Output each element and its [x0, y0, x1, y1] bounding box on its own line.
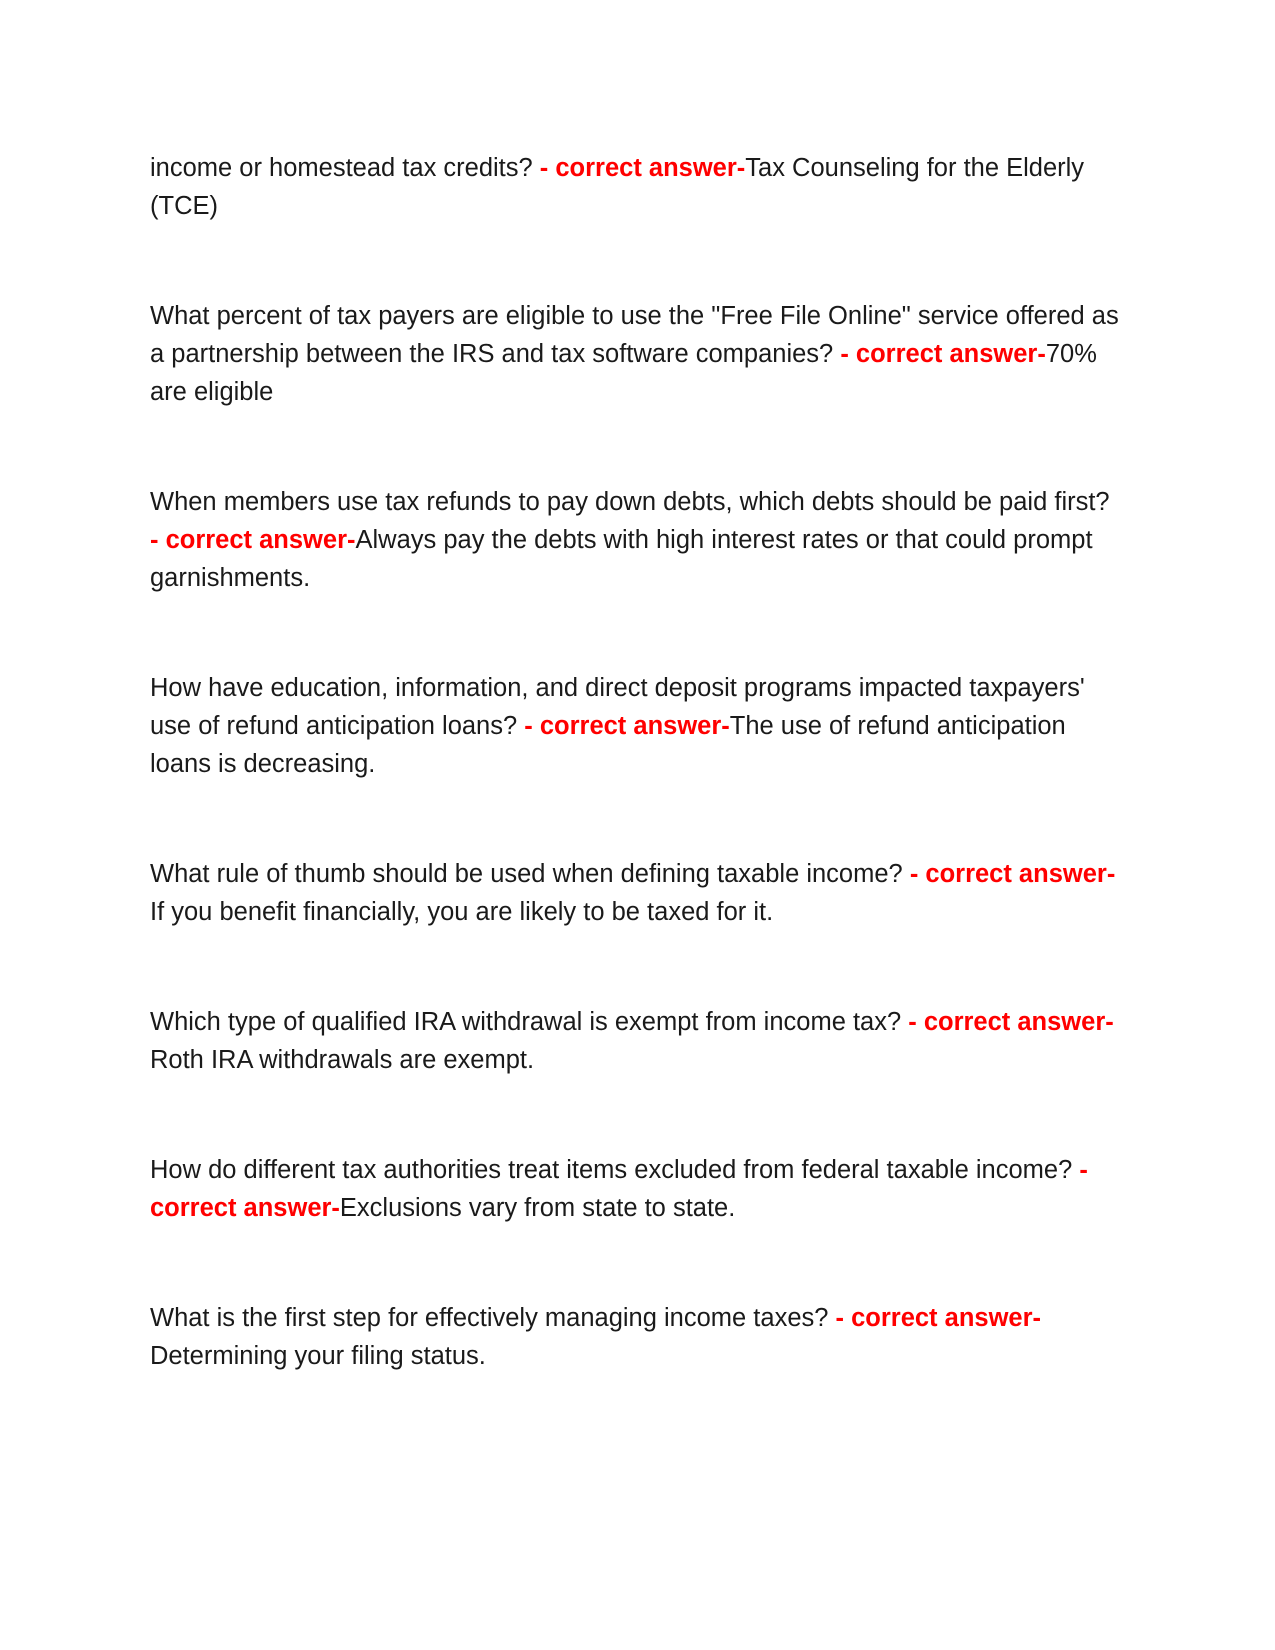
correct-answer-label: - correct answer-	[840, 340, 1046, 368]
question-text: What rule of thumb should be used when defining taxable income?	[150, 860, 910, 888]
qa-item	[150, 297, 1125, 411]
correct-answer-label: - correct answer-	[539, 154, 746, 182]
correct-answer-label: - correct answer-	[908, 1008, 1114, 1036]
correct-answer-label: - correct answer-	[524, 712, 730, 740]
question-text: How do different tax authorities treat items excluded from federal taxable income?	[150, 1156, 1080, 1184]
answer-text: Exclusions vary from state to state.	[339, 1194, 736, 1222]
qa-item	[150, 855, 1125, 931]
qa-item	[150, 1151, 1125, 1227]
answer-text: If you benefit financially, you are likely to be taxed for it.	[150, 898, 774, 926]
question-text: How have education, information, and direct deposit programs impacted taxpayers' use of refund anticipation loans?	[150, 674, 1085, 740]
correct-answer-label: - correct answer-	[150, 1156, 1088, 1222]
answer-text: Always pay the debts with high interest rates or that could prompt garnishments.	[150, 526, 1093, 592]
answer-text: Roth IRA withdrawals are exempt.	[150, 1046, 535, 1074]
qa-item	[150, 483, 1125, 597]
answer-text: The use of refund anticipation loans is decreasing.	[150, 712, 1066, 778]
qa-item	[150, 1003, 1125, 1079]
qa-item	[150, 1299, 1125, 1375]
question-text: What is the first step for effectively managing income taxes?	[150, 1304, 836, 1332]
qa-item	[150, 149, 1125, 225]
question-text: When members use tax refunds to pay down debts, which debts should be paid first?	[150, 488, 1110, 516]
correct-answer-label: - correct answer-	[909, 860, 1116, 888]
answer-text: Tax Counseling for the Elderly (TCE)	[150, 154, 1085, 220]
answer-text: Determining your filing status.	[150, 1342, 486, 1370]
question-text: What percent of tax payers are eligible to use the "Free File Online" service offered as a partnership between the IRS and tax software companies?	[150, 302, 1119, 368]
question-text: income or homestead tax credits?	[150, 154, 540, 182]
correct-answer-label: - correct answer-	[835, 1304, 1042, 1332]
answer-text: 70% are eligible	[150, 340, 1097, 406]
question-text: Which type of qualified IRA withdrawal is exempt from income tax?	[150, 1008, 909, 1036]
correct-answer-label: - correct answer-	[150, 526, 356, 554]
qa-item	[150, 669, 1125, 783]
